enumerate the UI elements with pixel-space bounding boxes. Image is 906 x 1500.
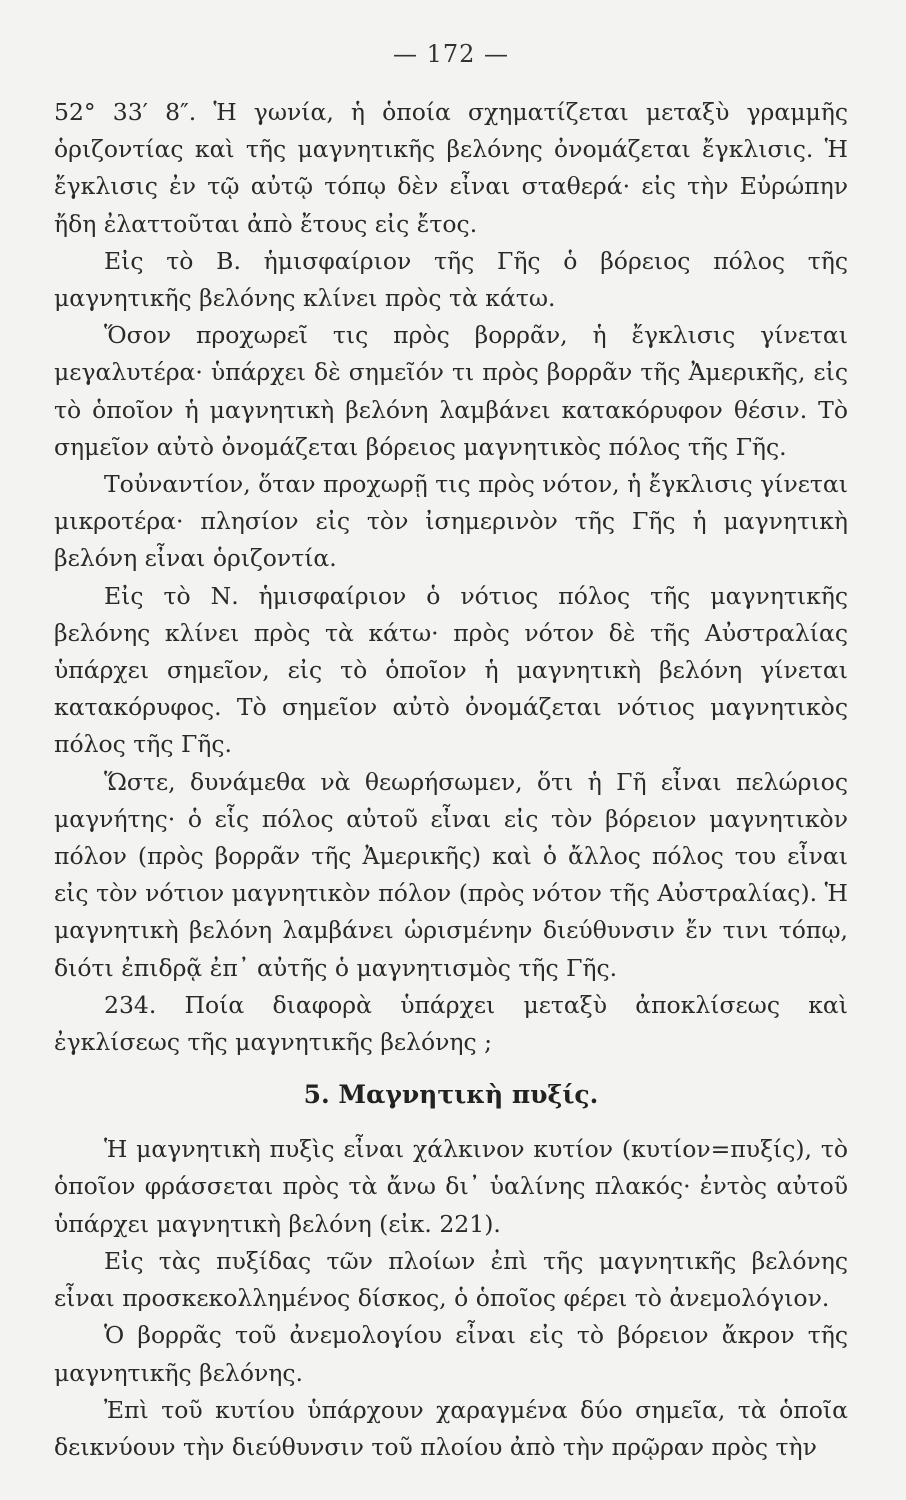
- section-heading: 5. Μαγνητικὴ πυξίς.: [303, 1080, 599, 1110]
- paragraph: Εἰς τὰς πυξίδας τῶν πλοίων ἐπὶ τῆς μαγνητικῆς βελόνης εἶναι προσκεκολλημένος δίσκος, ὁ ὁποῖος φέρει τὸ ἀνεμολόγιον.: [54, 1246, 848, 1313]
- page-number: — 172 —: [392, 40, 510, 68]
- paragraph: 52° 33′ 8″. Ἡ γωνία, ἡ ὁποία σχηματίζεται μεταξὺ γραμμῆς ὁριζοντίας καὶ τῆς μαγνητικῆς βελόνης ὀνομάζεται ἔγκλισις. Ἡ ἔγκλισις ἐν τῷ αὐτῷ τόπῳ δὲν εἶναι σταθερά· εἰς τὴν Εὐρώπην ἤδη ἐλαττοῦται ἀπὸ ἔτους εἰς ἔτος.: [54, 98, 848, 238]
- paragraph: Εἰς τὸ Ν. ἡμισφαίριον ὁ νότιος πόλος τῆς μαγνητικῆς βελόνης κλίνει πρὸς τὰ κάτω· πρὸς νότον δὲ τῆς Αὐστραλίας ὑπάρχει σημεῖον, εἰς τὸ ὁποῖον ἡ μαγνητικὴ βελόνη γίνεται κατακόρυφος. Τὸ σημεῖον αὐτὸ ὀνομάζεται νότιος μαγνητικὸς πόλος τῆς Γῆς.: [54, 581, 848, 759]
- paragraph: Ἡ μαγνητικὴ πυξὶς εἶναι χάλκινον κυτίον (κυτίον=πυξίς), τὸ ὁποῖον φράσσεται πρὸς τὰ ἄνω δι᾽ ὑαλίνης πλακός· ἐντὸς αὐτοῦ ὑπάρχει μαγνητικὴ βελόνη (εἰκ. 221).: [54, 1135, 848, 1238]
- body-text: [54, 94, 848, 1466]
- paragraph: Ἐπὶ τοῦ κυτίου ὑπάρχουν χαραγμένα δύο σημεῖα, τὰ ὁποῖα δεικνύουν τὴν διεύθυνσιν τοῦ πλοίου ἀπὸ τὴν πρῷραν πρὸς τὴν: [54, 1395, 848, 1461]
- paragraph: Ὥστε, δυνάμεθα νὰ θεωρήσωμεν, ὅτι ἡ Γῆ εἶναι πελώριος μαγνήτης· ὁ εἷς πόλος αὐτοῦ εἶναι εἰς τὸν βόρειον μαγνητικὸν πόλον (πρὸς βορρᾶν τῆς Ἀμερικῆς) καὶ ὁ ἄλλος πόλος του εἶναι εἰς τὸν νότιον μαγνητικὸν πόλον (πρὸς νότον τῆς Αὐστραλίας). Ἡ μαγνητικὴ βελόνη λαμβάνει ὡρισμένην διεύθυνσιν ἔν τινι τόπῳ, διότι ἐπιδρᾷ ἐπ᾽ αὐτῆς ὁ μαγνητισμὸς τῆς Γῆς.: [54, 767, 848, 982]
- paragraph: Ὁ βορρᾶς τοῦ ἀνεμολογίου εἶναι εἰς τὸ βόρειον ἄκρον τῆς μαγνητικῆς βελόνης.: [54, 1321, 848, 1387]
- question-paragraph: 234. Ποία διαφορὰ ὑπάρχει μεταξὺ ἀποκλίσεως καὶ ἐγκλίσεως τῆς μαγνητικῆς βελόνης ;: [54, 990, 848, 1057]
- paragraph: Εἰς τὸ Β. ἡμισφαίριον τῆς Γῆς ὁ βόρειος πόλος τῆς μαγνητικῆς βελόνης κλίνει πρὸς τὰ κάτω.: [54, 246, 848, 313]
- paragraph: Ὅσον προχωρεῖ τις πρὸς βορρᾶν, ἡ ἔγκλισις γίνεται μεγαλυτέρα· ὑπάρχει δὲ σημεῖόν τι πρὸς βορρᾶν τῆς Ἀμερικῆς, εἰς τὸ ὁποῖον ἡ μαγνητικὴ βελόνη λαμβάνει κατακόρυφον θέσιν. Τὸ σημεῖον αὐτὸ ὀνομάζεται βόρειος μαγνητικὸς πόλος τῆς Γῆς.: [54, 321, 848, 461]
- paragraph: Τοὐναντίον, ὅταν προχωρῇ τις πρὸς νότον, ἡ ἔγκλισις γίνεται μικροτέρα· πλησίον εἰς τὸν ἰσημερινὸν τῆς Γῆς ἡ μαγνητικὴ βελόνη εἶναι ὁριζοντία.: [54, 470, 848, 573]
